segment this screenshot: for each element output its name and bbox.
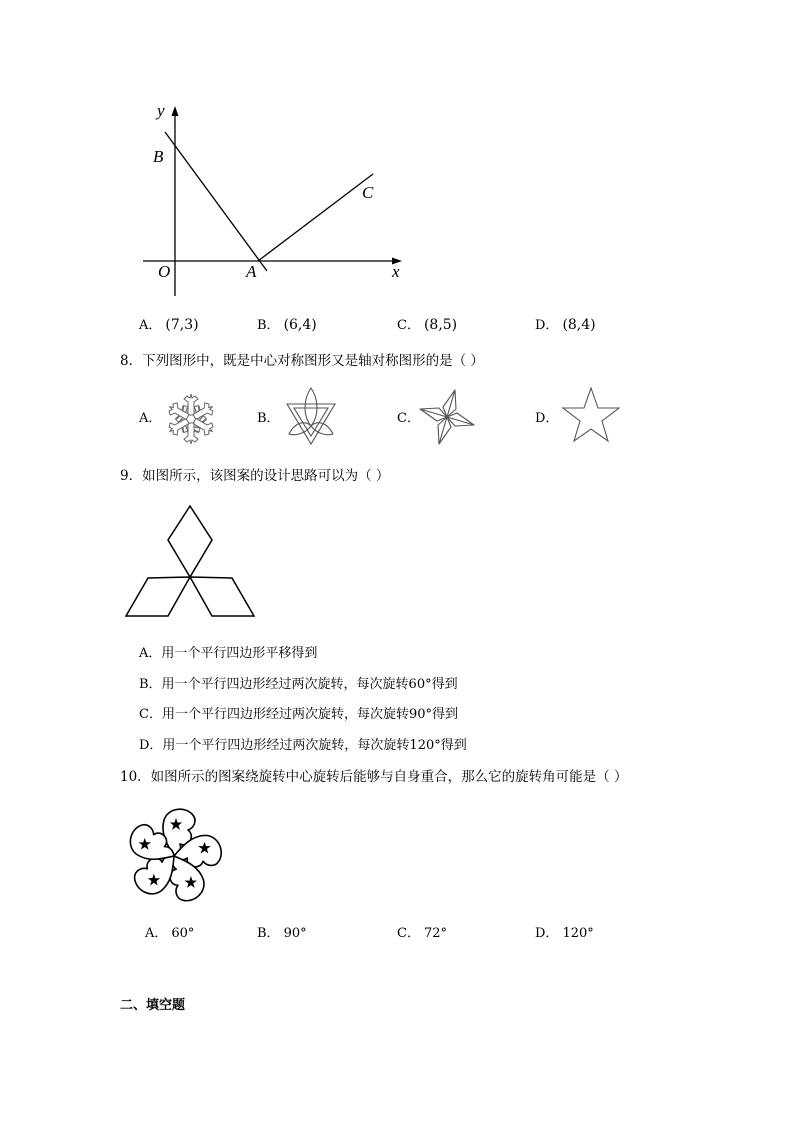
option-letter: B． bbox=[257, 411, 280, 426]
point-b-label: B bbox=[153, 147, 164, 166]
q8-option-a[interactable] bbox=[139, 411, 161, 427]
option-letter: C． bbox=[397, 318, 420, 333]
q8-stem: 8．下列图形中，既是中心对称图形又是轴对称图形的是（ ） bbox=[120, 353, 484, 369]
option-letter: C． bbox=[397, 411, 420, 426]
y-axis-arrow bbox=[172, 106, 179, 116]
option-value: 60° bbox=[171, 926, 195, 941]
q10-option-b[interactable] bbox=[257, 926, 307, 942]
option-letter: C． bbox=[397, 926, 420, 941]
point-a-label: A bbox=[246, 262, 257, 281]
q9-option-d[interactable]: D．用一个平行四边形经过两次旋转，每次旋转120°得到 bbox=[139, 738, 467, 753]
option-letter: A． bbox=[145, 926, 168, 941]
pinwheel-icon bbox=[416, 386, 478, 448]
option-letter: D． bbox=[535, 926, 559, 941]
section-heading: 二、填空题 bbox=[120, 998, 186, 1013]
option-value: (7,3) bbox=[165, 317, 199, 333]
point-c-label: C bbox=[362, 183, 374, 202]
q7-option-d[interactable] bbox=[535, 317, 596, 334]
q10-option-a[interactable] bbox=[145, 926, 194, 942]
q9-option-c[interactable]: C．用一个平行四边形经过两次旋转，每次旋转90°得到 bbox=[139, 707, 458, 722]
triangle-leaf-icon bbox=[281, 386, 341, 446]
q9-rhombus-figure bbox=[120, 502, 260, 622]
option-value: (8,5) bbox=[423, 317, 458, 333]
option-letter: D． bbox=[535, 411, 559, 426]
option-letter: B． bbox=[257, 926, 280, 941]
ray-ac bbox=[258, 174, 373, 261]
y-axis-label: y bbox=[157, 101, 165, 120]
option-value: 120° bbox=[562, 926, 594, 941]
option-letter: A． bbox=[139, 411, 162, 426]
q7-option-c[interactable] bbox=[397, 317, 457, 334]
q8-option-b[interactable] bbox=[257, 411, 280, 427]
q9-stem: 9．如图所示，该图案的设计思路可以为（ ） bbox=[120, 468, 390, 484]
q10-option-c[interactable] bbox=[397, 926, 447, 942]
q7-option-b[interactable] bbox=[257, 317, 317, 334]
q10-stem: 10．如图所示的图案绕旋转中心旋转后能够与自身重合，那么它的旋转角可能是（ ） bbox=[120, 769, 628, 785]
option-value: 90° bbox=[283, 926, 307, 941]
x-axis-label: x bbox=[392, 262, 400, 281]
option-value: (6,4) bbox=[283, 317, 317, 333]
option-value: (8,4) bbox=[562, 317, 596, 333]
option-letter: D． bbox=[535, 318, 559, 333]
q7-option-a[interactable] bbox=[139, 317, 199, 334]
q10-option-d[interactable] bbox=[535, 926, 594, 942]
line-ba bbox=[165, 132, 267, 271]
snowflake-icon bbox=[161, 389, 221, 449]
option-value: 72° bbox=[423, 926, 447, 941]
q8-option-d[interactable] bbox=[535, 411, 558, 427]
q9-option-b[interactable]: B．用一个平行四边形经过两次旋转，每次旋转60°得到 bbox=[139, 677, 458, 692]
origin-label: O bbox=[158, 262, 171, 281]
option-letter: A． bbox=[139, 318, 162, 333]
q9-option-a[interactable]: A．用一个平行四边形平移得到 bbox=[139, 646, 318, 661]
star-icon bbox=[560, 386, 622, 448]
bauhinia-flower-icon bbox=[119, 801, 229, 911]
option-letter: B． bbox=[257, 318, 280, 333]
